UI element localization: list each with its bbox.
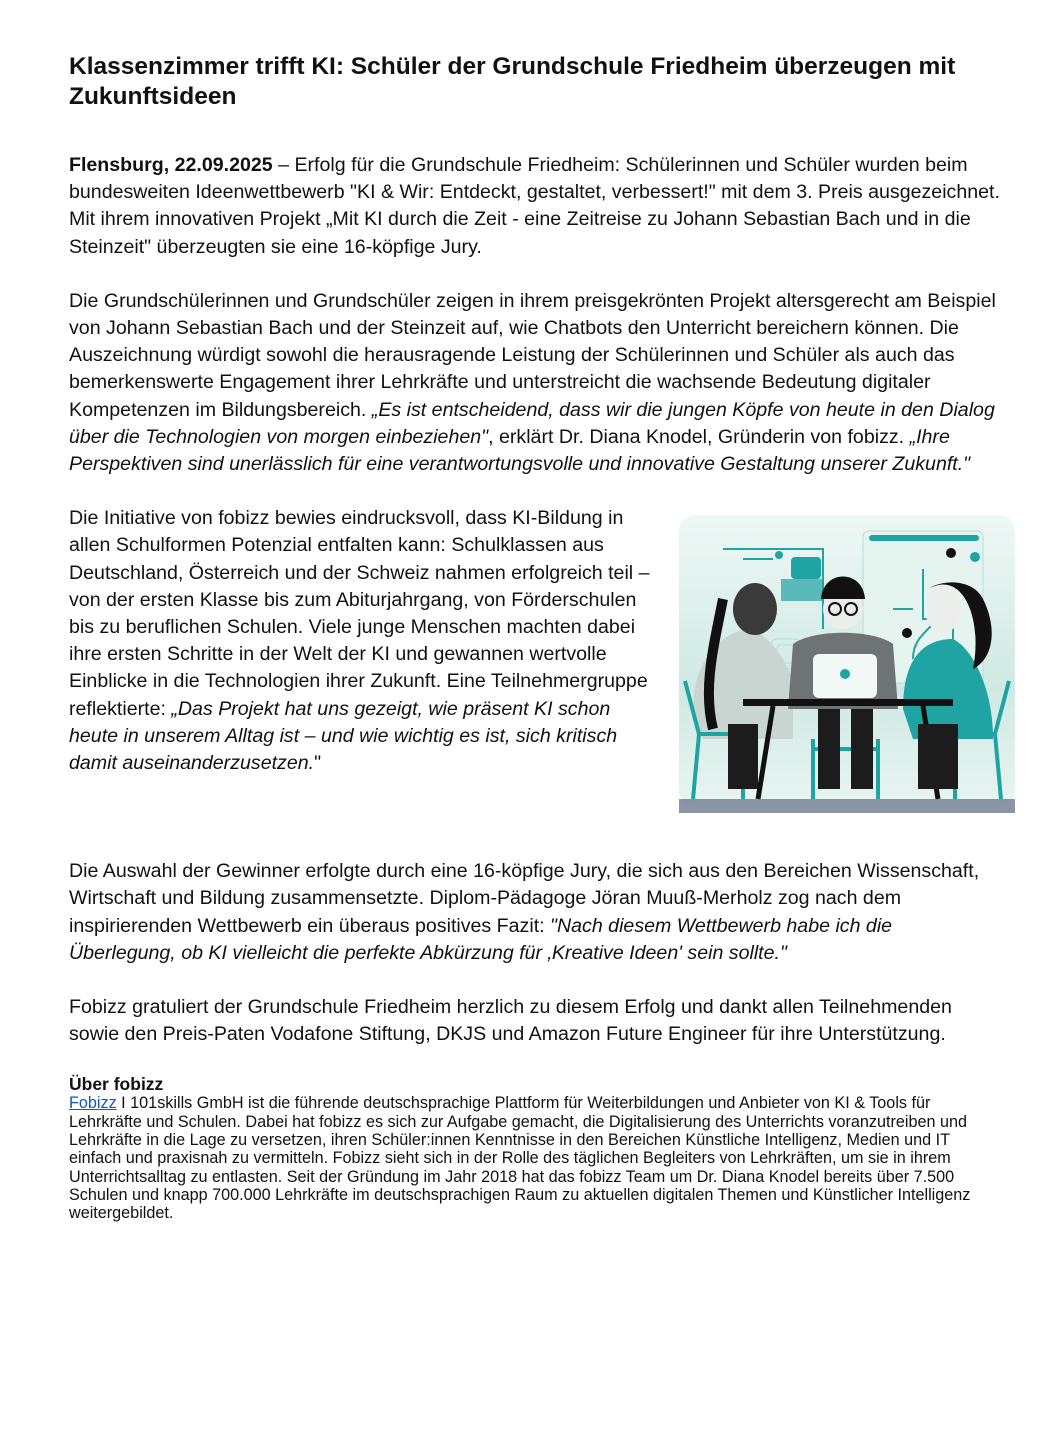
table	[743, 699, 953, 706]
floor	[679, 799, 1015, 813]
about-heading: Über fobizz	[69, 1074, 164, 1095]
paragraph-initiative	[69, 505, 659, 777]
paragraph-text: Die Auswahl der Gewinner erfolgte durch eine 16-köpfige Jury, die sich aus den Bereichen Wissenschaft, Wirtschaft und Bildung zusammensetzte. Diplom-Pädagoge Jöran Muuß-Merholz zog nach dem inspirierenden Wettbewerb ein überaus positives Fazit:	[69, 860, 980, 937]
dateline: Flensburg, 22.09.2025	[69, 154, 273, 176]
about-paragraph	[69, 1094, 1004, 1222]
chat-bubble	[791, 557, 821, 579]
lead-text: – Erfolg für die Grundschule Friedheim: Schülerinnen und Schüler wurden beim bundesweiten Ideenwettbewerb "KI & Wir: Entdeckt, gestaltet, verbessert!" mit dem 3. Preis ausgezeichnet. Mit ihrem innovativen Projekt „Mit KI durch die Zeit - eine Zeitreise zu Johann Sebastian Bach und in die Steinzeit" überzeugten sie eine 16-köpfige Jury.	[69, 154, 1000, 258]
paragraph-jury	[69, 858, 1004, 967]
quote-knodel-1: „Es ist entscheidend, dass wir die jungen Köpfe von heute in den Dialog über die Technologien von morgen einbeziehen"	[69, 398, 995, 448]
paragraph-thanks: Fobizz gratuliert der Grundschule Friedheim herzlich zu diesem Erfolg und dankt allen Teilnehmenden sowie den Preis-Paten Vodafone Stiftung, DKJS und Amazon Future Engineer für ihre Unterstützung.	[69, 996, 952, 1046]
paragraph-text: Die Grundschülerinnen und Grundschüler zeigen in ihrem preisgekrönten Projekt altersgerecht am Beispiel von Johann Sebastian Bach und der Steinzeit auf, wie Chatbots den Unterricht bereichern können. Die Auszeichnung würdigt sowohl die herausragende Leistung der Schülerinnen und Schüler als auch das bemerkenswerte Engagement ihrer Lehrkräfte und unterstreicht die wachsende Bedeutung digitaler Kompetenzen im Bildungsbereich.	[69, 289, 996, 421]
quote-muuss-merholz: "Nach diesem Wettbewerb habe ich die Überlegung, ob KI vielleicht die perfekte Abkürzung für ‚Kreative Ideen' sein sollte."	[69, 914, 893, 964]
initiative-section	[69, 505, 1004, 835]
quote-knodel-2: „Ihre Perspektiven sind unerlässlich für eine verantwortungsvolle und innovative Gestaltung unserer Zukunft."	[69, 425, 971, 476]
paragraph-text: , erklärt Dr. Diana Knodel, Gründerin von fobizz.	[488, 425, 910, 448]
fobizz-link[interactable]: Fobizz	[69, 1094, 117, 1113]
article-title: Klassenzimmer trifft KI: Schüler der Grundschule Friedheim überzeugen mit Zukunftsideen	[69, 53, 956, 110]
paragraph-text: Die Initiative von fobizz bewies eindrucksvoll, dass KI-Bildung in allen Schulformen Potenzial entfalten kann: Schulklassen aus Deutschland, Österreich und der Schweiz nahmen erfolgreich teil – von der ersten Klasse bis zum Abiturjahrgang, von Förderschulen bis zu beruflichen Schulen. Viele junge Menschen machten dabei ihre ersten Schritte in der Welt der KI und gewannen wertvolle Einblicke in die Technologien ihrer Zukunft. Eine Teilnehmergruppe reflektierte:	[69, 507, 650, 720]
paragraph-project	[69, 288, 1004, 478]
students-illustration	[673, 509, 1021, 823]
about-text: I 101skills GmbH ist die führende deutschsprachige Plattform für Weiterbildungen und Anbieter von KI & Tools für Lehrkräfte und Schulen. Dabei hat fobizz es sich zur Aufgabe gemacht, die Digitalisierung des Unterrichts voranzutreiben und Lehrkräfte in die Lage zu versetzen, ihren Schüler:innen Kenntnisse in den Bereichen Künstliche Intelligenz, Medien und IT einfach und praxisnah zu vermitteln. Fobizz sieht sich in der Rolle des täglichen Begleiters von Lehrkräften, um sie in ihrem Unterrichtsalltag zu entlasten. Seit der Gründung im Jahr 2018 hat das fobizz Team um Dr. Diana Knodel bereits über 7.500 Schulen und knapp 700.000 Lehrkräfte im deutschsprachigen Raum zu aktuellen digitalen Themen und Künstlicher Intelligenz weitergebildet.	[69, 1094, 971, 1223]
press-release	[69, 52, 1004, 1223]
quote-participants: „Das Projekt hat uns gezeigt, wie präsent KI schon heute in unserem Alltag ist – und wie wichtig es ist, sich kritisch damit auseinanderzusetzen.	[69, 697, 618, 775]
lead-paragraph	[69, 152, 1004, 261]
quote-close: "	[314, 752, 322, 775]
